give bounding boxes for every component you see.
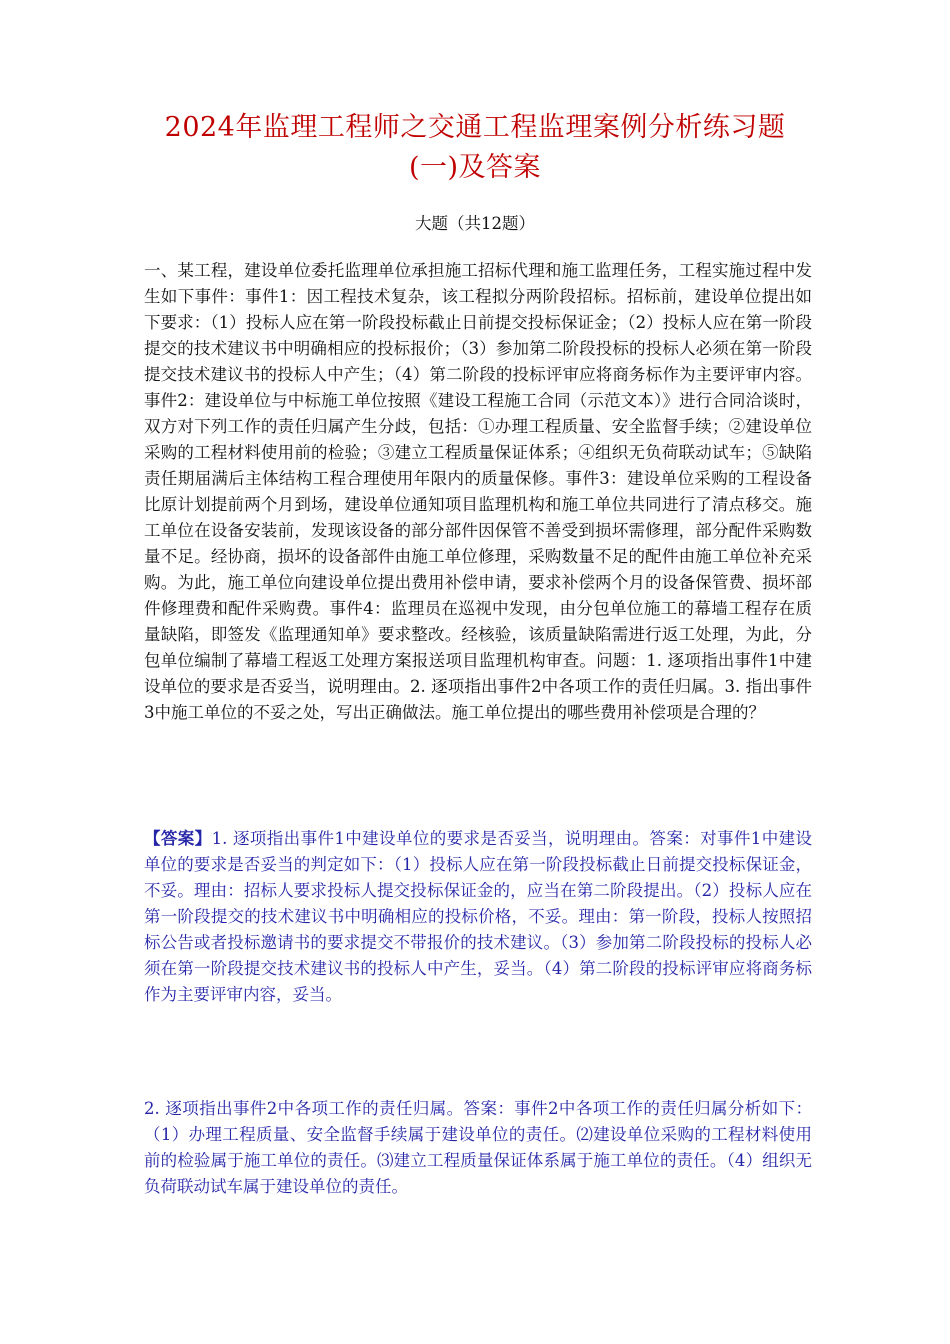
answer-paragraph-2: 2. 逐项指出事件2中各项工作的责任归属。答案：事件2中各项工作的责任归属分析如下：（1）办理工程质量、安全监督手续属于建设单位的责任。⑵建设单位采购的工程材料使用前的检验属于施工单位的责任。⑶建立工程质量保证体系属于施工单位的责任。（4）组织无负荷联动试车属于建设单位的责任。 [144,1099,812,1196]
document-title: 2024年监理工程师之交通工程监理案例分析练习题(一)及答案 [164,112,786,183]
answer-1-text: 1. 逐项指出事件1中建设单位的要求是否妥当，说明理由。答案：对事件1中建设单位的要求是否妥当的判定如下：（1）投标人应在第一阶段投标截止日前提交投标保证金，不妥。理由：招标人要求投标人提交投标保证金的，应当在第二阶段提出。（2）投标人应在第一阶段提交的技术建议书中明确相应的投标价格，不妥。理由：第一阶段，投标人按照招标公告或者投标邀请书的要求提交不带报价的技术建议。（3）参加第二阶段投标的投标人必须在第一阶段提交技术建议书的投标人中产生，妥当。（4）第二阶段的投标评审应将商务标作为主要评审内容，妥当。 [144,829,813,1004]
answer-paragraph-1 [144,826,812,1008]
answer-tag: 【答案】 [144,829,212,848]
section-heading: 大题（共12题） [415,214,535,233]
question-paragraph: 一、某工程，建设单位委托监理单位承担施工招标代理和施工监理任务，工程实施过程中发生如下事件：事件1：因工程技术复杂，该工程拟分两阶段招标。招标前，建设单位提出如下要求：（1）投标人应在第一阶段投标截止日前提交投标保证金；（2）投标人应在第一阶段提交的技术建议书中明确相应的投标报价；（3）参加第二阶段投标的投标人必须在第一阶段提交技术建议书的投标人中产生；（4）第二阶段的投标评审应将商务标作为主要评审内容。事件2：建设单位与中标施工单位按照《建设工程施工合同（示范文本）》进行合同洽谈时，双方对下列工作的责任归属产生分歧，包括：①办理工程质量、安全监督手续；②建设单位采购的工程材料使用前的检验；③建立工程质量保证体系；④组织无负荷联动试车；⑤缺陷责任期届满后主体结构工程合理使用年限内的质量保修。事件3：建设单位采购的工程设备比原计划提前两个月到场，建设单位通知项目监理机构和施工单位共同进行了清点移交。施工单位在设备安装前，发现该设备的部分部件因保管不善受到损坏需修理，部分配件采购数量不足。经协商，损坏的设备部件由施工单位修理，采购数量不足的配件由施工单位补充采购。为此，施工单位向建设单位提出费用补偿申请，要求补偿两个月的设备保管费、损坏部件修理费和配件采购费。事件4：监理员在巡视中发现，由分包单位施工的幕墙工程存在质量缺陷，即签发《监理通知单》要求整改。经核验，该质量缺陷需进行返工处理，为此，分包单位编制了幕墙工程返工处理方案报送项目监理机构审查。问题：1. 逐项指出事件1中建设单位的要求是否妥当，说明理由。2. 逐项指出事件2中各项工作的责任归属。3. 指出事件3中施工单位的不妥之处，写出正确做法。施工单位提出的哪些费用补偿项是合理的？ [144,261,812,722]
